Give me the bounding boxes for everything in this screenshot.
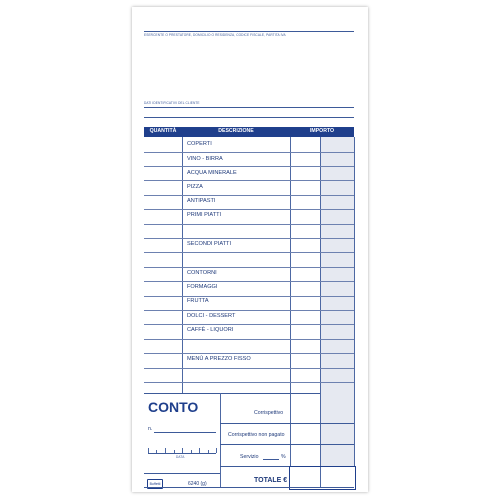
- bottom-amount-divider-2: [320, 393, 321, 466]
- date-tick: [216, 448, 217, 453]
- number-label: n.: [148, 426, 153, 432]
- date-tick: [174, 450, 175, 453]
- description-header: DESCRIZIONE: [218, 128, 254, 134]
- non-pagato-line: [220, 444, 354, 445]
- row-line: [144, 339, 354, 340]
- row-line: [144, 281, 354, 282]
- row-line: [144, 267, 354, 268]
- item-antipasti: ANTIPASTI: [187, 198, 216, 204]
- date-ruler: [148, 453, 216, 454]
- item-vino-birra: VINO - BIRRA: [187, 156, 223, 162]
- date-tick: [191, 450, 192, 453]
- item-coperti: COPERTI: [187, 141, 212, 147]
- bottom-border: [144, 487, 354, 488]
- client-line: [144, 107, 354, 108]
- col-divider-3: [320, 137, 321, 393]
- item-caffe-liquori: CAFFÈ - LIQUORI: [187, 327, 234, 333]
- quantity-header: QUANTITÀ: [149, 128, 177, 134]
- corrispettivo-label: Corrispettivo: [254, 410, 284, 416]
- top-rule: [144, 31, 354, 32]
- item-dolci-dessert: DOLCI - DESSERT: [187, 313, 236, 319]
- row-line: [144, 324, 354, 325]
- percent-sign: %: [281, 454, 286, 460]
- conto-title: CONTO: [148, 399, 199, 415]
- row-line: [144, 252, 354, 253]
- row-line: [144, 195, 354, 196]
- right-border: [354, 137, 355, 487]
- bottom-divider: [220, 393, 221, 487]
- row-line: [144, 209, 354, 210]
- row-line: [144, 382, 354, 383]
- servizio-label: Servizio: [240, 454, 259, 460]
- row-line: [144, 353, 354, 354]
- date-tick: [165, 448, 166, 453]
- number-line: [154, 432, 216, 433]
- amount-decimals-band: [320, 137, 354, 393]
- merchant-caption: ESERCENTE O PRESTATORE, DOMICILIO O RESIDENZA, CODICE FISCALE, PARTITA IVA: [144, 33, 286, 37]
- date-tick: [182, 448, 183, 453]
- item-formaggi: FORMAGGI: [187, 284, 218, 290]
- bottom-decimals-band: [320, 393, 354, 466]
- logo-rule: [144, 473, 220, 474]
- item-primi-piatti: PRIMI PIATTI: [187, 212, 222, 218]
- row-line: [144, 296, 354, 297]
- amount-header: IMPORTO: [309, 128, 335, 134]
- row-line: [144, 166, 354, 167]
- bottom-amount-divider: [290, 393, 291, 466]
- item-menu-prezzo-fisso: MENÙ A PREZZO FISSO: [187, 356, 251, 362]
- item-frutta: FRUTTA: [187, 298, 209, 304]
- corrispettivo-line: [220, 423, 354, 424]
- corrispettivo-non-pagato-label: Corrispettivo non pagato: [228, 432, 285, 438]
- date-tick: [156, 450, 157, 453]
- date-label: DATA: [176, 455, 185, 459]
- receipt-form: [132, 7, 368, 492]
- date-tick: [199, 448, 200, 453]
- date-tick: [208, 450, 209, 453]
- row-line: [144, 238, 354, 239]
- row-line: [144, 152, 354, 153]
- client-caption: DATI IDENTIFICATIVI DEL CLIENTE: [144, 101, 200, 105]
- date-tick: [148, 448, 149, 453]
- col-divider-1: [182, 137, 183, 393]
- totale-box-divider: [320, 467, 321, 488]
- brand-logo: Buffetti: [147, 479, 163, 489]
- totale-label: TOTALE €: [254, 477, 288, 484]
- item-secondi-piatti: SECONDI PIATTI: [187, 241, 232, 247]
- item-pizza: PIZZA: [187, 184, 203, 190]
- form-code: 6240 (g): [188, 481, 207, 487]
- row-line: [144, 224, 354, 225]
- servizio-percent-line: [263, 459, 279, 460]
- row-line: [144, 180, 354, 181]
- client-line-2: [144, 117, 354, 118]
- col-divider-2: [290, 137, 291, 393]
- item-acqua-minerale: ACQUA MINERALE: [187, 170, 237, 176]
- row-line: [144, 368, 354, 369]
- row-line: [144, 310, 354, 311]
- item-contorni: CONTORNI: [187, 270, 217, 276]
